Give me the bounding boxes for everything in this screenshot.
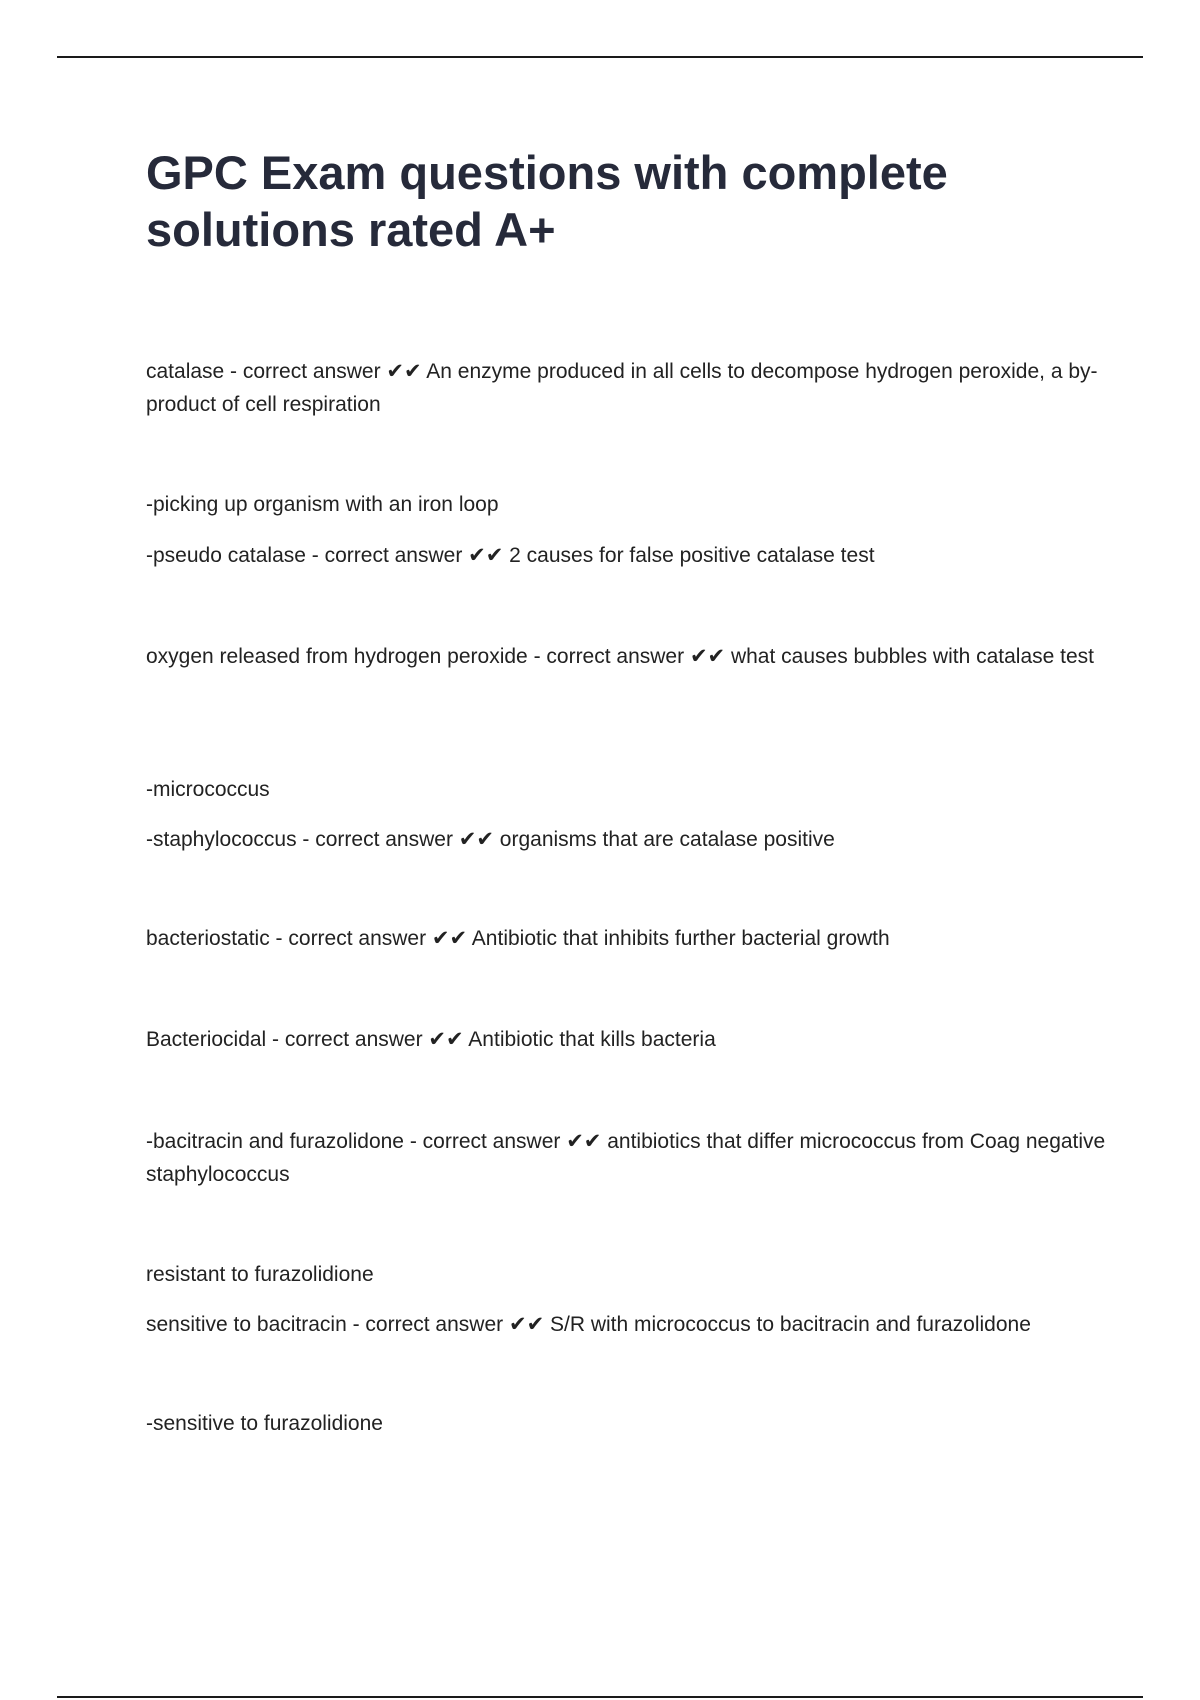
page-title: GPC Exam questions with complete solutions rated A+ <box>146 146 948 256</box>
entry-oxygen-released: oxygen released from hydrogen peroxide - correct answer ✔✔ what causes bubbles with catalase test <box>146 645 1095 668</box>
entry-iron-loop: -picking up organism with an iron loop <box>146 493 499 516</box>
top-divider <box>57 56 1143 58</box>
entry-catalase: catalase - correct answer ✔✔ An enzyme produced in all cells to decompose hydrogen peroxide, a by-product of cell respiration <box>146 360 1098 416</box>
entry-bacitracin-furazolidone: -bacitracin and furazolidone - correct answer ✔✔ antibiotics that differ micrococcus from Coag negative staphylococcus <box>146 1130 1106 1186</box>
entry-staphylococcus: -staphylococcus - correct answer ✔✔ organisms that are catalase positive <box>146 828 835 851</box>
bottom-divider <box>57 1696 1143 1698</box>
entry-pseudo-catalase: -pseudo catalase - correct answer ✔✔ 2 causes for false positive catalase test <box>146 544 875 567</box>
entry-micrococcus: -micrococcus <box>146 778 270 801</box>
entry-bacteriocidal: Bacteriocidal - correct answer ✔✔ Antibiotic that kills bacteria <box>146 1028 716 1051</box>
entry-resistant-furazolidione: resistant to furazolidione <box>146 1263 374 1286</box>
entry-sensitive-furazolidione: -sensitive to furazolidione <box>146 1412 383 1435</box>
entry-sensitive-bacitracin: sensitive to bacitracin - correct answer ✔✔ S/R with micrococcus to bacitracin and furazolidone <box>146 1313 1031 1336</box>
entry-bacteriostatic: bacteriostatic - correct answer ✔✔ Antibiotic that inhibits further bacterial growth <box>146 927 890 950</box>
